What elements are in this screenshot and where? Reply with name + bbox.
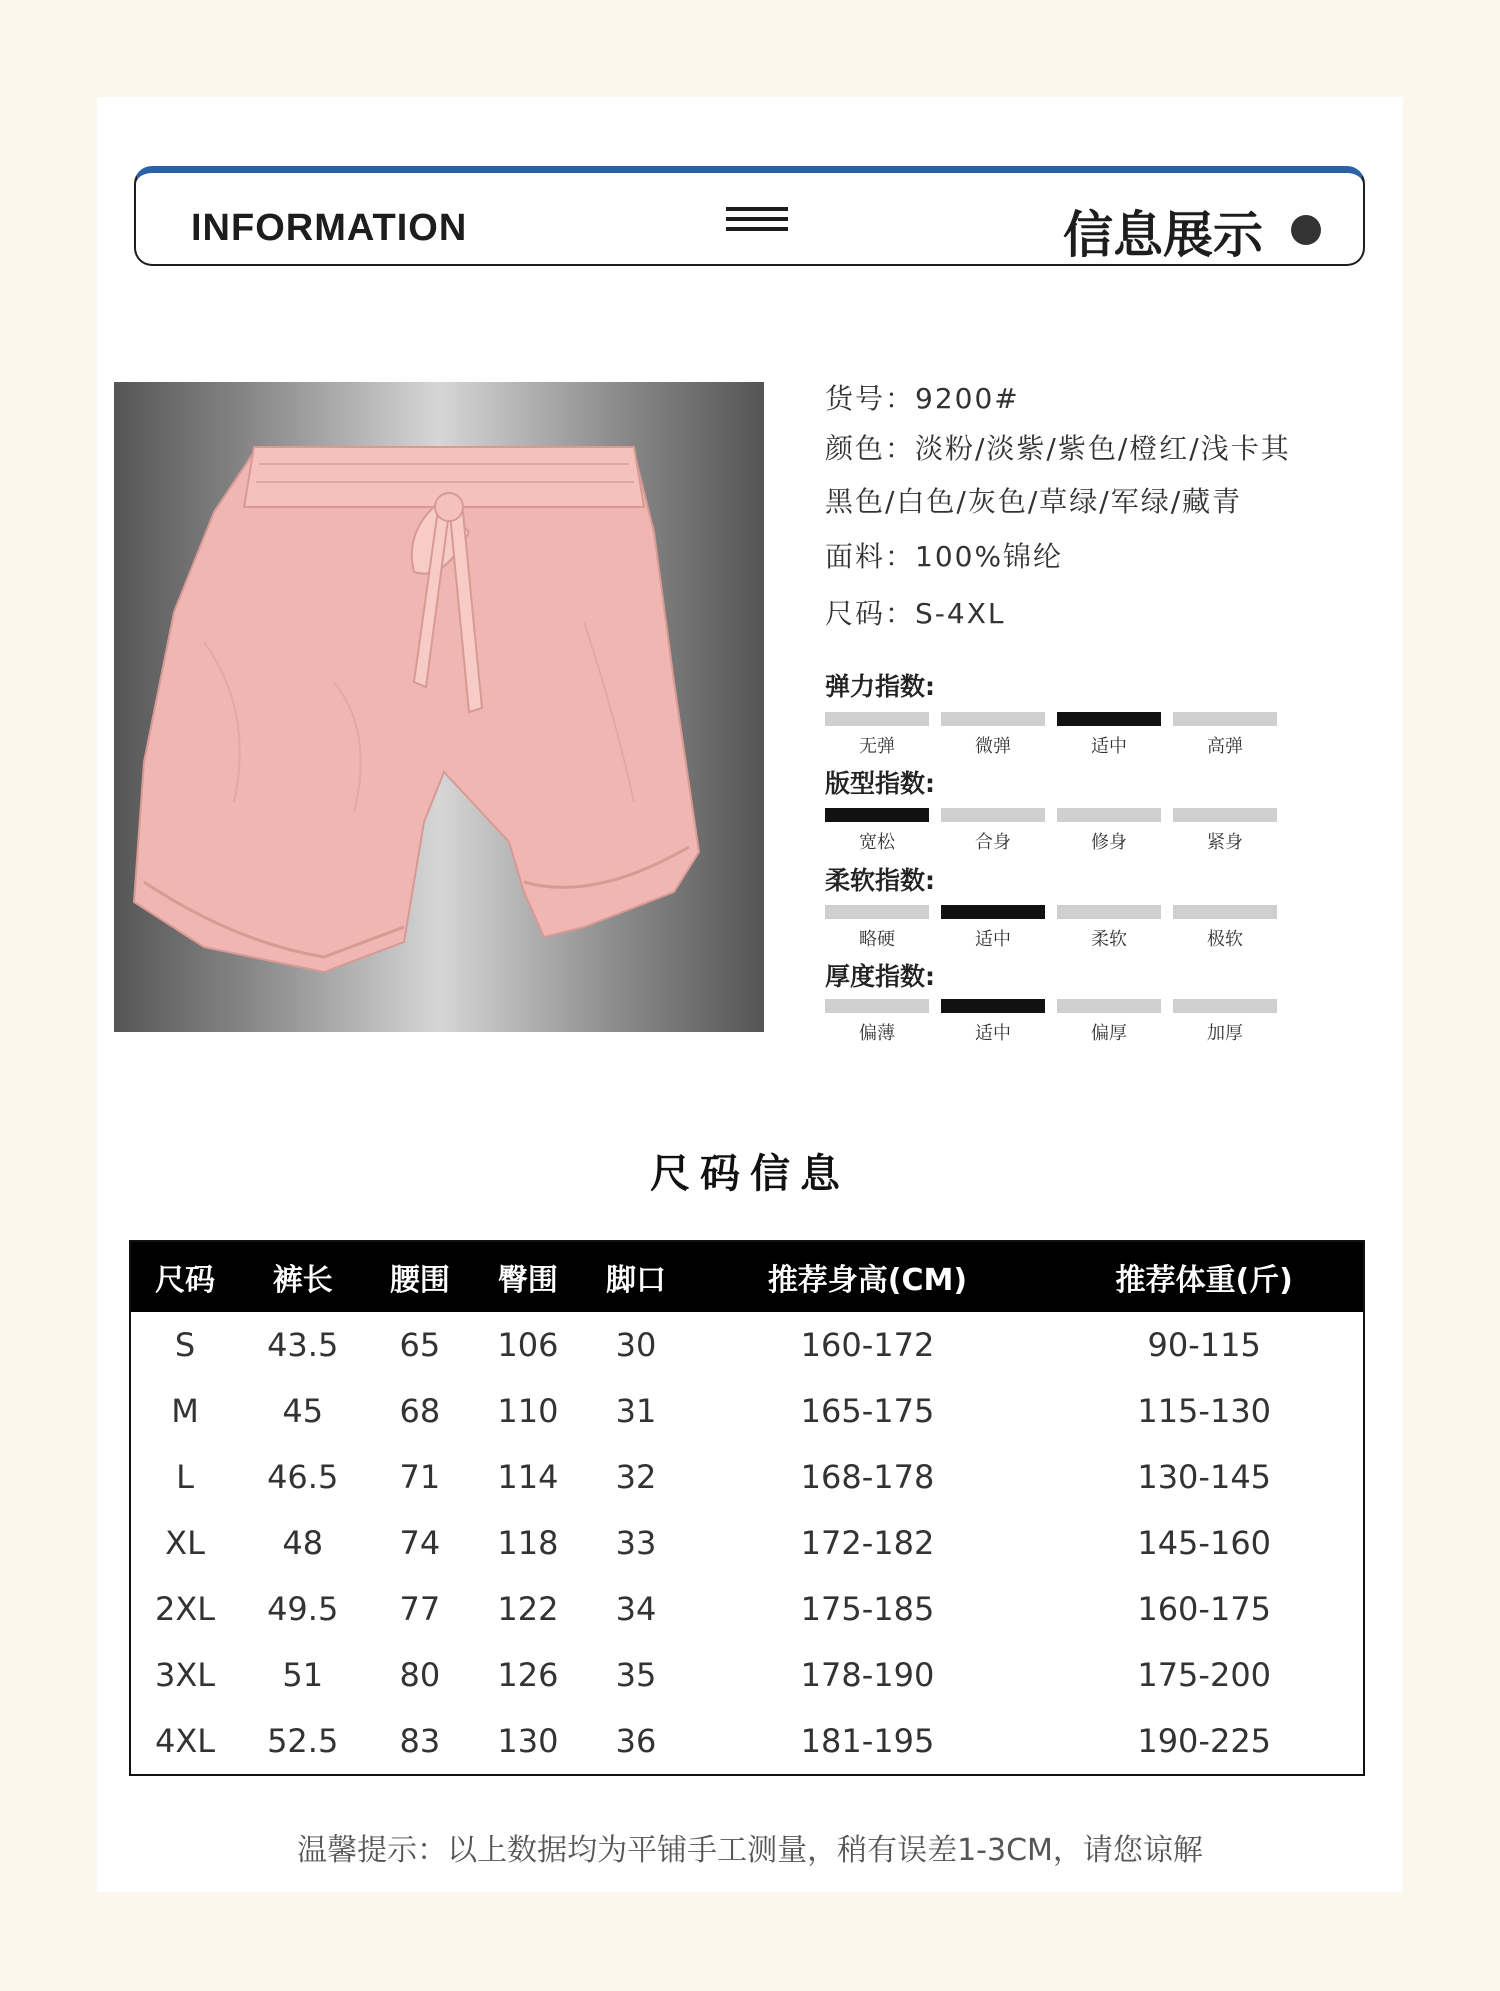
size-table <box>129 1240 1365 1776</box>
table-row <box>130 1642 1364 1708</box>
table-cell: 74 <box>399 1524 441 1562</box>
table-cell: 65 <box>399 1326 441 1364</box>
product-info-card <box>97 97 1403 1892</box>
index-option-selected: 宽松 <box>825 808 929 854</box>
table-cell: 49.5 <box>267 1590 339 1628</box>
table-cell: 190-225 <box>1137 1722 1272 1760</box>
index-option: 合身 <box>941 808 1045 854</box>
shorts-illustration <box>114 382 764 1032</box>
header-title-cn: 信息展示 <box>1063 206 1263 264</box>
table-cell: 43.5 <box>267 1326 339 1364</box>
size-table-header <box>130 1241 1364 1312</box>
size-info-title: 尺码信息 <box>650 1151 850 1197</box>
index-thickness <box>825 999 1285 1043</box>
col-header: 推荐身高(CM) <box>690 1241 1046 1312</box>
table-cell: 51 <box>282 1656 324 1694</box>
spec-fabric: 面料：100%锦纶 <box>825 540 1064 573</box>
measurement-note: 温馨提示：以上数据均为平铺手工测量，稍有误差1-3CM，请您谅解 <box>297 1833 1203 1868</box>
table-cell: 175-185 <box>800 1590 935 1628</box>
table-cell: 160-172 <box>800 1326 935 1364</box>
index-option-selected: 适中 <box>1057 712 1161 758</box>
table-row <box>130 1510 1364 1576</box>
table-cell: 68 <box>399 1392 441 1430</box>
index-option-selected: 适中 <box>941 905 1045 951</box>
table-cell: 115-130 <box>1137 1392 1272 1430</box>
table-row <box>130 1378 1364 1444</box>
table-cell: 181-195 <box>800 1722 935 1760</box>
table-cell: 118 <box>497 1524 559 1562</box>
table-cell: 32 <box>615 1458 657 1496</box>
index-option: 紧身 <box>1173 808 1277 854</box>
table-cell: 77 <box>399 1590 441 1628</box>
col-header: 臀围 <box>473 1241 582 1312</box>
index-option: 偏薄 <box>825 999 929 1045</box>
index-option: 略硬 <box>825 905 929 951</box>
col-header: 腰围 <box>366 1241 473 1312</box>
table-cell: 130-145 <box>1137 1458 1272 1496</box>
index-option: 无弹 <box>825 712 929 758</box>
table-row <box>130 1312 1364 1378</box>
index-option: 修身 <box>1057 808 1161 854</box>
table-cell: 3XL <box>154 1656 216 1694</box>
table-cell: 175-200 <box>1137 1656 1272 1694</box>
table-cell: XL <box>165 1524 205 1562</box>
table-cell: 114 <box>497 1458 559 1496</box>
table-cell: 31 <box>615 1392 657 1430</box>
header-title-en: INFORMATION <box>191 207 468 249</box>
index-title-elasticity: 弹力指数: <box>825 672 935 701</box>
table-cell: 80 <box>399 1656 441 1694</box>
index-option: 加厚 <box>1173 999 1277 1045</box>
table-cell: 90-115 <box>1147 1326 1261 1364</box>
table-cell: 145-160 <box>1137 1524 1272 1562</box>
table-cell: 165-175 <box>800 1392 935 1430</box>
table-cell: 160-175 <box>1137 1590 1272 1628</box>
index-title-fit: 版型指数: <box>825 769 935 798</box>
table-cell: 2XL <box>154 1590 216 1628</box>
col-header: 尺码 <box>130 1241 239 1312</box>
table-cell: 172-182 <box>800 1524 935 1562</box>
spec-colors-2: 黑色/白色/灰色/草绿/军绿/藏青 <box>825 485 1243 518</box>
index-option: 偏厚 <box>1057 999 1161 1045</box>
dot-icon <box>1291 215 1321 245</box>
col-header: 脚口 <box>582 1241 689 1312</box>
index-option: 柔软 <box>1057 905 1161 951</box>
product-photo <box>114 382 764 1032</box>
index-option-selected: 适中 <box>941 999 1045 1045</box>
table-cell: 126 <box>497 1656 559 1694</box>
index-softness <box>825 905 1285 949</box>
table-cell: 83 <box>399 1722 441 1760</box>
table-cell: 36 <box>615 1722 657 1760</box>
table-cell: 35 <box>615 1656 657 1694</box>
table-cell: L <box>176 1458 194 1496</box>
spec-size-range: 尺码：S-4XL <box>825 597 1006 630</box>
index-option: 高弹 <box>1173 712 1277 758</box>
table-cell: 71 <box>399 1458 441 1496</box>
spec-colors-1: 颜色：淡粉/淡紫/紫色/橙红/浅卡其 <box>825 432 1291 465</box>
table-cell: 34 <box>615 1590 657 1628</box>
table-cell: 178-190 <box>800 1656 935 1694</box>
table-cell: 110 <box>497 1392 559 1430</box>
menu-lines-icon <box>726 207 788 237</box>
information-header <box>134 166 1365 266</box>
table-cell: 106 <box>497 1326 559 1364</box>
index-option: 极软 <box>1173 905 1277 951</box>
table-cell: 122 <box>497 1590 559 1628</box>
table-cell: 168-178 <box>800 1458 935 1496</box>
table-cell: 30 <box>615 1326 657 1364</box>
table-row <box>130 1444 1364 1510</box>
table-row <box>130 1708 1364 1775</box>
index-elasticity <box>825 712 1285 756</box>
index-title-softness: 柔软指数: <box>825 866 935 895</box>
table-row <box>130 1576 1364 1642</box>
index-fit <box>825 808 1285 852</box>
index-title-thickness: 厚度指数: <box>825 962 935 991</box>
table-cell: S <box>174 1326 196 1364</box>
index-option: 微弹 <box>941 712 1045 758</box>
table-cell: 45 <box>282 1392 324 1430</box>
table-cell: 52.5 <box>267 1722 339 1760</box>
table-cell: 130 <box>497 1722 559 1760</box>
table-cell: M <box>171 1392 199 1430</box>
table-cell: 4XL <box>154 1722 216 1760</box>
table-cell: 33 <box>615 1524 657 1562</box>
col-header: 推荐体重(斤) <box>1045 1241 1364 1312</box>
col-header: 裤长 <box>239 1241 366 1312</box>
table-cell: 48 <box>282 1524 324 1562</box>
table-cell: 46.5 <box>267 1458 339 1496</box>
spec-item-number: 货号：9200# <box>825 382 1020 415</box>
